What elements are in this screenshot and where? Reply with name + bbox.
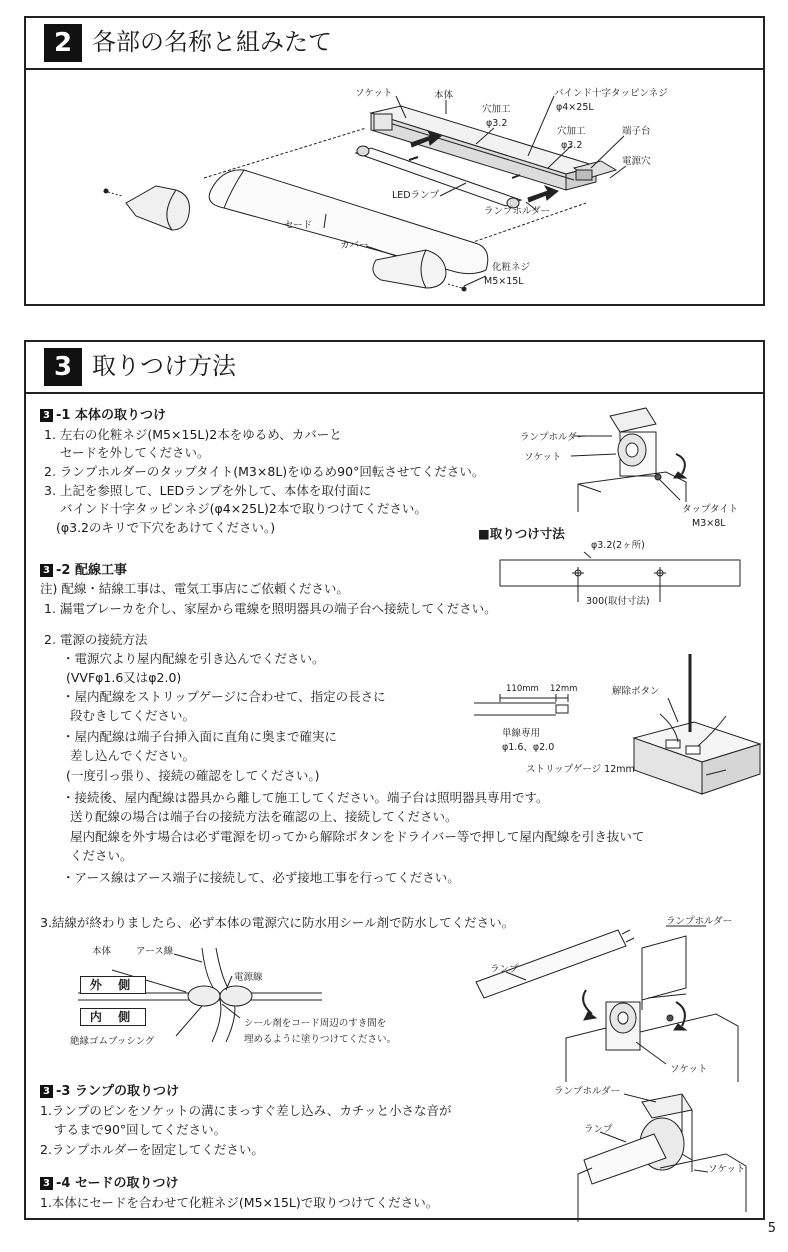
lamp-holder-figure-3 [26,342,767,1222]
sub-3-1-line-6: (φ3.2のキリで下穴をあけてください。) [56,520,276,535]
label-terminal: 端子台 [622,126,651,137]
sub-3-3-badge: 3 [40,1085,53,1098]
label-hole1-size: φ3.2 [486,118,508,129]
label-deco-screw-size: M5×15L [484,276,524,287]
sub-3-3-line-3: 2.ランプホルダーを固定してください。 [40,1142,264,1157]
page-number: 5 [767,1221,776,1236]
sub-3-1-line-5: バインド十字タッピンネジ(φ4×25L)2本で取りつけてください。 [60,501,427,516]
sub-3-3-title: -3 ランプの取りつけ [56,1084,179,1099]
step-3-line: 3.結線が終わりましたら、必ず本体の電源穴に防水用シール剤で防水してください。 [40,915,515,930]
seal-label-earth: アース線 [136,946,174,957]
seal-label-power: 電源線 [234,972,263,983]
sub-3-2-line-9: 差し込んでください。 [70,748,196,763]
wire-len-110: 110mm [506,684,539,694]
sub-3-2-line-5: (VVFφ1.6又はφ2.0) [66,670,182,685]
section-2-title: 各部の名称と組みたて [92,28,332,56]
fig3-label-socket: ソケット [708,1164,746,1175]
seal-label-inside: 内 側 [80,1008,146,1026]
sub-3-3-line-1: 1.ランプのピンをソケットの溝にまっすぐ差し込み、カチッと小さな音が [40,1103,452,1118]
sub-3-2-title: -2 配線工事 [56,563,127,578]
sub-3-4-title: -4 セードの取りつけ [56,1176,179,1191]
sub-3-2-line-10: (一度引っ張り、接続の確認をしてください。) [66,768,320,783]
fig1-label-socket: ソケット [524,452,562,463]
fig2-label-lamp: ランプ [490,964,519,975]
sub-3-1-title: -1 本体の取りつけ [56,408,166,423]
sub-3-2-line-1: 注) 配線・結線工事は、電気工事店にご依頼ください。 [40,581,349,596]
label-release-button: 解除ボタン [612,686,660,697]
sub-3-3-line-2: するまで90°回してください。 [54,1122,227,1137]
label-power-hole: 電源穴 [622,156,651,167]
fig1-label-tap-tite: タップタイト [682,504,739,515]
wire-len-12: 12mm [550,684,578,694]
fig2-label-socket: ソケット [670,1064,708,1075]
sub-3-2-line-2: 1. 漏電ブレーカを介し、家屋から電線を照明器具の端子台へ接続してください。 [44,601,497,616]
sub-3-2-line-14: ください。 [70,848,133,863]
seal-label-outside: 外 側 [80,976,146,994]
fig3-label-lamp: ランプ [584,1124,613,1135]
seal-label-bushing: 絶縁ゴムブッシング [70,1036,155,1047]
label-body: 本体 [434,90,454,101]
sub-3-2-line-6: ・屋内配線をストリップゲージに合わせて、指定の長さに [62,689,386,704]
label-cover: カバー [340,240,369,251]
label-lamp-holder: ランプホルダー [484,206,551,217]
sub-3-1-line-3: 2. ランプホルダーのタップタイト(M3×8L)をゆるめ90°回転させてください。 [44,464,485,479]
label-hole1-title: 穴加工 [482,104,511,115]
label-bind-screw: バインド十字タッピンネジ [554,88,668,99]
sub-3-2-line-4: ・電源穴より屋内配線を引き込んでください。 [62,651,325,666]
section-3-title: 取りつけ方法 [92,352,236,380]
label-hole2-size: φ3.2 [561,140,583,151]
seal-note-1: シール剤をコード周辺のすき間を [244,1018,387,1029]
label-bind-screw-size: φ4×25L [556,102,594,113]
label-led-lamp: LEDランプ [392,190,440,201]
wire-single-only: 単線専用 [502,728,541,739]
sub-3-1-badge: 3 [40,409,53,422]
sub-3-2-line-3: 2. 電源の接続方法 [44,632,148,647]
assembly-diagram [26,18,767,308]
label-shade: セード [284,220,313,231]
section-2-panel [24,16,765,306]
dims-title: ■取りつけ寸法 [478,526,565,541]
dims-hole: φ3.2(2ヶ所) [591,540,645,551]
sub-3-2-line-13: 屋内配線を外す場合は必ず電源を切ってから解除ボタンをドライバー等で押して屋内配線を引き抜いて [70,829,645,844]
fig1-label-tap-tite-size: M3×8L [692,518,726,529]
sub-3-2-line-8: ・屋内配線は端子台挿入面に直角に奥まで確実に [62,729,338,744]
seal-label-body: 本体 [92,946,112,957]
sub-3-2-line-7: 段むきしてください。 [70,708,196,723]
sub-3-4-heading [40,1172,178,1191]
sub-3-2-line-15: ・アース線はアース端子に接続して、必ず接地工事を行ってください。 [62,870,460,885]
section-3-panel [24,340,765,1220]
sub-3-4-line-1: 1.本体にセードを合わせて化粧ネジ(M5×15L)で取りつけてください。 [40,1195,439,1210]
fig3-label-lamp-holder: ランプホルダー [554,1086,621,1097]
sub-3-2-line-11: ・接続後、屋内配線は器具から離して施工してください。端子台は照明器具専用です。 [62,790,549,805]
label-deco-screw: 化粧ネジ [492,262,531,273]
label-strip-gauge: ストリップゲージ 12mm [526,764,635,775]
sub-3-1-line-2: セードを外してください。 [60,445,210,460]
wire-single-size: φ1.6、φ2.0 [502,742,555,753]
sub-3-1-line-1: 1. 左右の化粧ネジ(M5×15L)2本をゆるめ、カバーと [44,427,342,442]
seal-note-2: 埋めるように塗りつけてください。 [244,1034,397,1045]
section-3-number: 3 [44,348,82,386]
label-socket: ソケット [355,88,393,99]
sub-3-2-badge: 3 [40,564,53,577]
section-2-number: 2 [44,24,82,62]
sub-3-2-line-12: 送り配線の場合は端子台の接続方法を確認の上、接続してください。 [70,809,458,824]
fig1-label-lamp-holder: ランプホルダー [520,432,587,443]
fig2-label-lamp-holder: ランプホルダー [666,916,733,927]
sub-3-4-badge: 3 [40,1177,53,1190]
label-hole2-title: 穴加工 [557,126,586,137]
sub-3-1-line-4: 3. 上記を参照して、LEDランプを外して、本体を取付面に [44,483,372,498]
dims-pitch: 300(取付寸法) [586,596,650,607]
